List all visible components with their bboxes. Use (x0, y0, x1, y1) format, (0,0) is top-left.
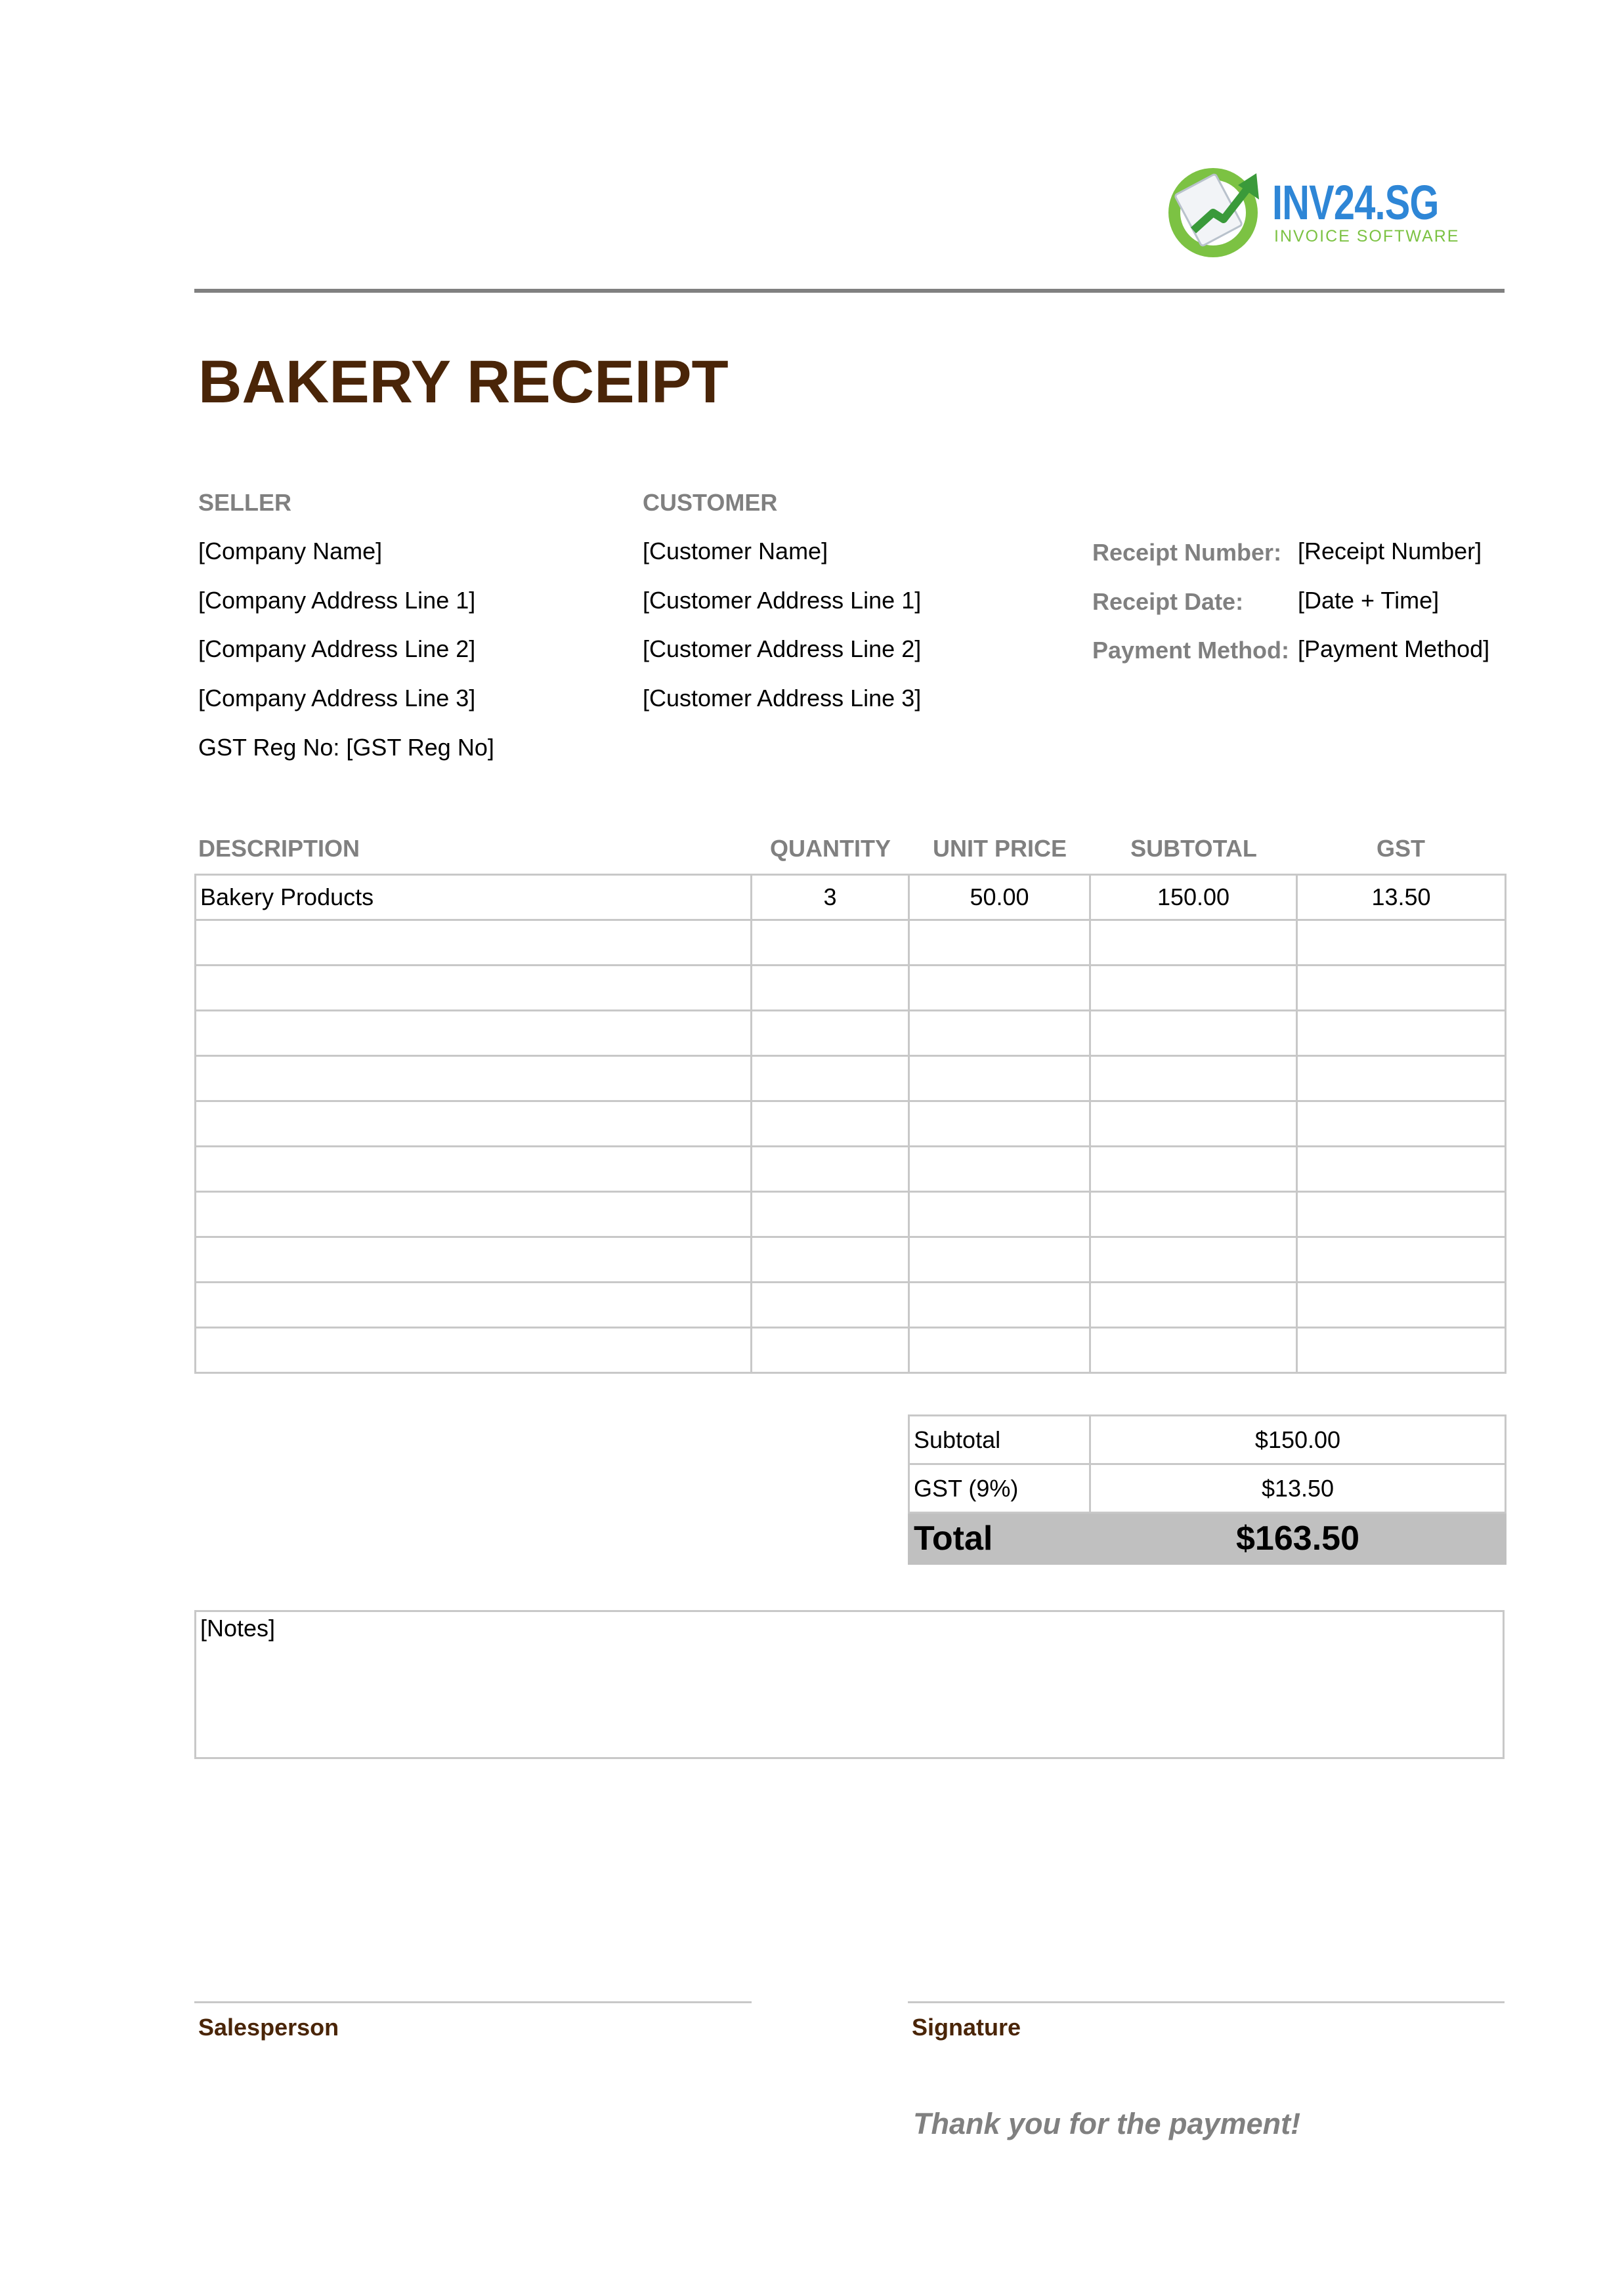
cell-subtotal (1090, 1011, 1297, 1056)
cell-gst (1297, 1283, 1506, 1328)
cell-quantity (752, 920, 909, 966)
cell-description (196, 1237, 752, 1283)
cell-unit-price (909, 1101, 1090, 1147)
customer-address-line-3: [Customer Address Line 3] (643, 685, 922, 712)
signature-label: Signature (912, 2014, 1021, 2041)
table-row (196, 1283, 1506, 1328)
cell-quantity (752, 1147, 909, 1192)
cell-subtotal (1090, 1283, 1297, 1328)
col-header-gst: GST (1376, 835, 1425, 862)
table-row (196, 875, 1506, 920)
cell-unit-price (909, 966, 1090, 1011)
cell-description (196, 1283, 752, 1328)
chart-arrow-icon (1167, 161, 1266, 260)
cell-unit-price (909, 1056, 1090, 1101)
cell-gst (1297, 966, 1506, 1011)
table-row (196, 1237, 1506, 1283)
items-table (194, 874, 1505, 1374)
customer-name: [Customer Name] (643, 538, 828, 564)
customer-address-line-1: [Customer Address Line 1] (643, 587, 922, 614)
subtotal-label: Subtotal (909, 1416, 1090, 1464)
cell-quantity (752, 1011, 909, 1056)
customer-address-line-2: [Customer Address Line 2] (643, 635, 922, 662)
cell-description (196, 1192, 752, 1237)
col-header-description: DESCRIPTION (198, 835, 360, 862)
gst-value: $13.50 (1090, 1464, 1506, 1513)
cell-subtotal (1090, 1147, 1297, 1192)
logo-name: INV24.SG (1272, 175, 1439, 230)
cell-gst (1297, 1237, 1506, 1283)
totals-table (908, 1414, 1506, 1565)
table-row (196, 920, 1506, 966)
cell-subtotal: 150.00 (1090, 875, 1297, 920)
table-row (196, 1192, 1506, 1237)
cell-unit-price (909, 1237, 1090, 1283)
receipt-date-value: [Date + Time] (1298, 587, 1440, 614)
cell-description (196, 1147, 752, 1192)
cell-quantity (752, 1283, 909, 1328)
seller-address-line-1: [Company Address Line 1] (198, 587, 476, 614)
cell-quantity (752, 1328, 909, 1373)
cell-gst (1297, 920, 1506, 966)
cell-quantity (752, 1101, 909, 1147)
table-row (196, 1011, 1506, 1056)
total-value: $163.50 (1090, 1513, 1506, 1564)
payment-method-value: [Payment Method] (1298, 635, 1490, 662)
seller-address-line-2: [Company Address Line 2] (198, 635, 476, 662)
header-divider (194, 289, 1505, 293)
page-title: BAKERY RECEIPT (198, 349, 729, 415)
receipt-date-label: Receipt Date: (1092, 588, 1244, 615)
cell-quantity (752, 1237, 909, 1283)
cell-unit-price (909, 920, 1090, 966)
cell-subtotal (1090, 1237, 1297, 1283)
cell-unit-price (909, 1283, 1090, 1328)
cell-unit-price: 50.00 (909, 875, 1090, 920)
subtotal-row (909, 1416, 1506, 1464)
company-logo (1167, 161, 1460, 260)
gst-row (909, 1464, 1506, 1513)
cell-subtotal (1090, 1056, 1297, 1101)
cell-subtotal (1090, 1101, 1297, 1147)
cell-unit-price (909, 1011, 1090, 1056)
col-header-subtotal: SUBTOTAL (1130, 835, 1257, 862)
cell-description (196, 966, 752, 1011)
cell-unit-price (909, 1192, 1090, 1237)
cell-description (196, 1011, 752, 1056)
cell-unit-price (909, 1147, 1090, 1192)
thank-you-message: Thank you for the payment! (913, 2107, 1301, 2140)
cell-subtotal (1090, 1328, 1297, 1373)
cell-quantity (752, 1192, 909, 1237)
cell-gst (1297, 1147, 1506, 1192)
cell-quantity (752, 1056, 909, 1101)
table-row (196, 966, 1506, 1011)
cell-gst (1297, 1056, 1506, 1101)
cell-gst (1297, 1011, 1506, 1056)
seller-heading: SELLER (198, 489, 292, 516)
cell-description: Bakery Products (196, 875, 752, 920)
cell-quantity (752, 966, 909, 1011)
cell-subtotal (1090, 920, 1297, 966)
table-row (196, 1056, 1506, 1101)
table-row (196, 1147, 1506, 1192)
payment-method-label: Payment Method: (1092, 637, 1290, 664)
seller-company-name: [Company Name] (198, 538, 383, 564)
col-header-quantity: QUANTITY (770, 835, 891, 862)
cell-description (196, 1328, 752, 1373)
receipt-number-value: [Receipt Number] (1298, 538, 1482, 564)
salesperson-line (194, 2001, 752, 2003)
cell-description (196, 1101, 752, 1147)
receipt-number-label: Receipt Number: (1092, 539, 1282, 566)
cell-unit-price (909, 1328, 1090, 1373)
cell-subtotal (1090, 966, 1297, 1011)
cell-gst (1297, 1192, 1506, 1237)
cell-description (196, 1056, 752, 1101)
signature-line (908, 2001, 1505, 2003)
notes-box[interactable]: [Notes] (194, 1610, 1505, 1759)
total-label: Total (909, 1513, 1090, 1564)
cell-gst (1297, 1328, 1506, 1373)
cell-description (196, 920, 752, 966)
col-header-unit-price: UNIT PRICE (932, 835, 1067, 862)
cell-subtotal (1090, 1192, 1297, 1237)
salesperson-label: Salesperson (198, 2014, 339, 2041)
cell-quantity: 3 (752, 875, 909, 920)
seller-address-line-3: [Company Address Line 3] (198, 685, 476, 712)
cell-gst: 13.50 (1297, 875, 1506, 920)
table-row (196, 1328, 1506, 1373)
table-row (196, 1101, 1506, 1147)
total-row (909, 1513, 1506, 1564)
gst-label: GST (9%) (909, 1464, 1090, 1513)
subtotal-value: $150.00 (1090, 1416, 1506, 1464)
customer-heading: CUSTOMER (643, 489, 778, 516)
cell-gst (1297, 1101, 1506, 1147)
logo-tagline: INVOICE SOFTWARE (1274, 227, 1460, 245)
seller-gst-reg: GST Reg No: [GST Reg No] (198, 734, 494, 761)
